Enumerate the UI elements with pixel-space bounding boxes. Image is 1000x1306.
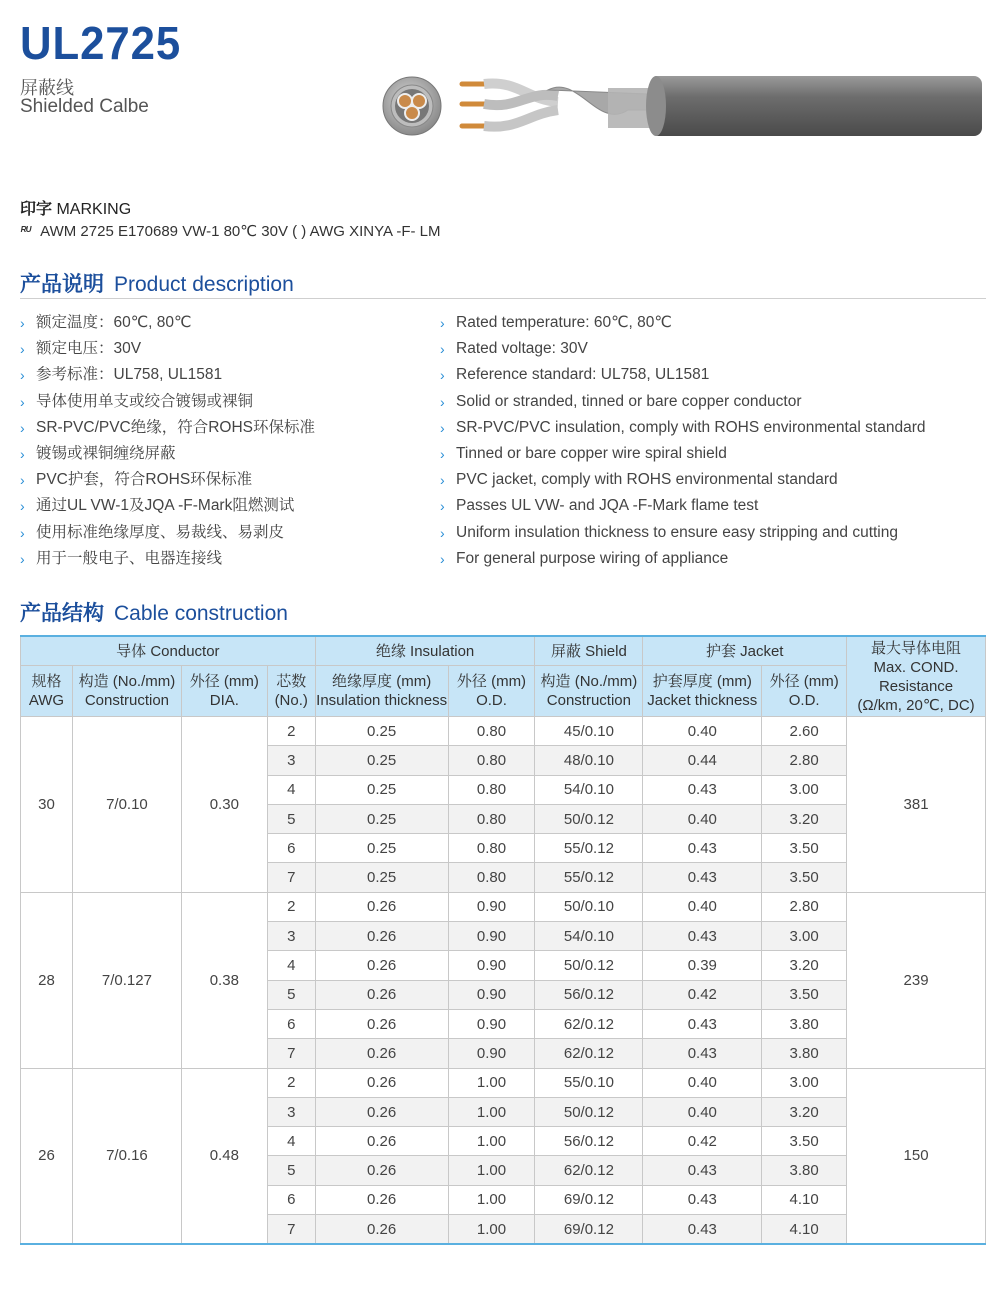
sub-header-cell [643,666,762,717]
insulation-thickness-cell: 0.26 [315,1185,448,1214]
marking-title [20,196,131,219]
conductor-dia-cell: 0.48 [181,1068,267,1244]
description-item [20,520,315,546]
header-conductor: 导体 Conductor [21,636,316,666]
insulation-od-cell: 0.80 [448,717,535,746]
insulation-thickness-cell: 0.25 [315,775,448,804]
description-item-text: 通过UL VW-1及JQA -F-Mark阻燃测试 [36,497,295,515]
conductor-construction-cell: 7/0.127 [72,892,181,1068]
description-list-cn [20,310,315,572]
header-insulation: 绝缘 Insulation [315,636,535,666]
cores-cell: 5 [267,1156,315,1185]
table-row [21,1068,986,1097]
cores-cell: 3 [267,922,315,951]
insulation-od-cell: 0.80 [448,834,535,863]
jacket-thickness-cell: 0.43 [643,834,762,863]
insulation-od-cell: 0.80 [448,775,535,804]
header-resistance-en1: Max. COND. [873,658,959,676]
jacket-od-cell: 3.80 [762,1009,847,1038]
description-item-text: Passes UL VW- and JQA -F-Mark flame test [456,497,759,515]
shield-construction-cell: 50/0.12 [535,951,643,980]
description-item-text: PVC jacket, comply with ROHS environmental standard [456,471,838,489]
description-item [440,336,926,362]
insulation-od-cell: 1.00 [448,1127,535,1156]
insulation-thickness-cell: 0.26 [315,892,448,921]
chevron-right-icon: › [20,524,25,541]
header-resistance-cn: 最大导体电阻 [871,639,962,657]
sub-header-cell [72,666,181,717]
construction-title-cn: 产品结构 [20,602,104,625]
cores-cell: 4 [267,1127,315,1156]
shield-construction-cell: 55/0.10 [535,1068,643,1097]
description-title [20,268,294,298]
insulation-od-cell: 1.00 [448,1185,535,1214]
header-resistance [847,636,986,717]
insulation-od-cell: 0.80 [448,863,535,892]
marking-title-cn: 印字 [20,201,53,218]
description-item [440,441,926,467]
jacket-thickness-cell: 0.43 [643,775,762,804]
shield-construction-cell: 50/0.10 [535,892,643,921]
sub-header-cn: 外径 (mm) [456,673,527,690]
insulation-thickness-cell: 0.26 [315,1068,448,1097]
sub-header-cell [267,666,315,717]
description-item [440,389,926,415]
cores-cell: 5 [267,980,315,1009]
jacket-od-cell: 3.00 [762,1068,847,1097]
insulation-od-cell: 0.90 [448,922,535,951]
section-divider [20,298,986,299]
subtitle-en: Shielded Calbe [20,96,149,117]
description-item [20,467,315,493]
conductor-construction-cell: 7/0.16 [72,1068,181,1244]
cores-cell: 3 [267,1097,315,1126]
resistance-cell: 150 [847,1068,986,1244]
insulation-od-cell: 1.00 [448,1215,535,1245]
cores-cell: 2 [267,892,315,921]
shield-construction-cell: 62/0.12 [535,1009,643,1038]
description-item [440,362,926,388]
description-item-text: Rated voltage: 30V [456,340,588,358]
shield-construction-cell: 69/0.12 [535,1185,643,1214]
table-sub-header-row [21,666,986,717]
description-item [440,520,926,546]
chevron-right-icon: › [20,419,25,436]
shield-construction-cell: 62/0.12 [535,1156,643,1185]
jacket-od-cell: 3.20 [762,804,847,833]
description-title-cn: 产品说明 [20,273,104,296]
jacket-thickness-cell: 0.43 [643,1215,762,1245]
table-row [21,717,986,746]
awg-cell: 28 [21,892,73,1068]
description-item [20,362,315,388]
insulation-thickness-cell: 0.26 [315,951,448,980]
jacket-od-cell: 3.00 [762,775,847,804]
cores-cell: 6 [267,1009,315,1038]
description-item [440,467,926,493]
description-item-text: Tinned or bare copper wire spiral shield [456,445,727,463]
sub-header-en: Construction [546,692,631,709]
insulation-thickness-cell: 0.26 [315,1127,448,1156]
jacket-thickness-cell: 0.43 [643,922,762,951]
description-item [440,493,926,519]
chevron-right-icon: › [440,472,445,489]
chevron-right-icon: › [20,472,25,489]
ul-logo-icon: ᴿᵁ [20,224,31,238]
insulation-od-cell: 0.80 [448,746,535,775]
chevron-right-icon: › [440,315,445,332]
shield-construction-cell: 54/0.10 [535,922,643,951]
insulation-od-cell: 1.00 [448,1068,535,1097]
table-body [21,717,986,1245]
description-item [20,546,315,572]
chevron-right-icon: › [440,550,445,567]
insulation-od-cell: 0.80 [448,804,535,833]
description-item-text: 使用标准绝缘厚度、易裁线、易剥皮 [36,523,285,541]
cores-cell: 7 [267,1039,315,1068]
sub-header-cn: 外径 (mm) [189,673,259,690]
construction-title [20,597,288,627]
shield-construction-cell: 54/0.10 [535,775,643,804]
shield-construction-cell: 50/0.12 [535,1097,643,1126]
page-title: UL2725 [20,17,182,69]
description-item-text: 额定电压：30V [36,340,142,358]
table-group-header-row [21,636,986,666]
description-item-text: Rated temperature: 60℃, 80℃ [456,314,672,332]
sub-header-en: DIA. [209,692,239,709]
description-item [20,415,315,441]
description-item [20,310,315,336]
jacket-thickness-cell: 0.40 [643,892,762,921]
description-item-text: SR-PVC/PVC绝缘，符合ROHS环保标准 [36,418,316,436]
construction-table [20,635,986,1245]
chevron-right-icon: › [440,524,445,541]
description-item-text: PVC护套，符合ROHS环保标准 [36,471,253,489]
jacket-od-cell: 3.50 [762,980,847,1009]
shield-construction-cell: 56/0.12 [535,1127,643,1156]
chevron-right-icon: › [20,315,25,332]
jacket-od-cell: 3.20 [762,951,847,980]
description-item-text: Uniform insulation thickness to ensure easy stripping and cutting [456,523,898,541]
cores-cell: 2 [267,717,315,746]
insulation-thickness-cell: 0.26 [315,980,448,1009]
cores-cell: 7 [267,863,315,892]
description-item-text: 参考标准：UL758, UL1581 [36,366,223,384]
sub-header-en: Construction [84,692,170,709]
jacket-thickness-cell: 0.40 [643,717,762,746]
shield-construction-cell: 50/0.12 [535,804,643,833]
insulation-thickness-cell: 0.26 [315,1215,448,1245]
sub-header-cn: 构造 (No./mm) [540,673,638,690]
sub-header-en: AWG [28,692,65,709]
sub-header-en: (No.) [274,692,308,709]
insulation-thickness-cell: 0.26 [315,1156,448,1185]
description-item-text: 镀锡或裸铜缠绕屏蔽 [36,445,176,463]
chevron-right-icon: › [440,367,445,384]
chevron-right-icon: › [440,446,445,463]
description-title-en: Product description [114,273,294,296]
insulation-od-cell: 1.00 [448,1097,535,1126]
sub-header-cell [762,666,847,717]
jacket-thickness-cell: 0.43 [643,1156,762,1185]
sub-header-cn: 芯数 [276,673,307,690]
insulation-thickness-cell: 0.25 [315,863,448,892]
jacket-od-cell: 3.80 [762,1156,847,1185]
resistance-cell: 239 [847,892,986,1068]
chevron-right-icon: › [20,393,25,410]
sub-header-cn: 外径 (mm) [769,673,839,690]
sub-header-en: Insulation thickness [316,692,448,709]
sub-header-cell [315,666,448,717]
jacket-od-cell: 2.60 [762,717,847,746]
chevron-right-icon: › [20,498,25,515]
cores-cell: 3 [267,746,315,775]
cores-cell: 4 [267,775,315,804]
description-item [440,415,926,441]
insulation-od-cell: 0.90 [448,951,535,980]
description-item-text: SR-PVC/PVC insulation, comply with ROHS environmental standard [456,418,926,436]
chevron-right-icon: › [20,341,25,358]
insulation-thickness-cell: 0.25 [315,804,448,833]
sub-header-cn: 规格 [31,673,62,690]
jacket-thickness-cell: 0.43 [643,1185,762,1214]
description-item-text: For general purpose wiring of appliance [456,549,729,567]
resistance-cell: 381 [847,717,986,893]
jacket-thickness-cell: 0.39 [643,951,762,980]
cable-illustration-icon [378,70,990,146]
header-resistance-en3: (Ω/km, 20℃, DC) [857,696,975,714]
cable-cross-section-icon [383,77,441,135]
shield-construction-cell: 56/0.12 [535,980,643,1009]
shield-construction-cell: 55/0.12 [535,863,643,892]
insulation-thickness-cell: 0.25 [315,717,448,746]
chevron-right-icon: › [20,367,25,384]
chevron-right-icon: › [440,341,445,358]
jacket-od-cell: 2.80 [762,746,847,775]
description-item [20,441,315,467]
shield-construction-cell: 62/0.12 [535,1039,643,1068]
awg-cell: 26 [21,1068,73,1244]
marking-text: AWM 2725 E170689 VW-1 80℃ 30V ( ) AWG XINYA -F- LM [40,223,441,240]
jacket-thickness-cell: 0.43 [643,1009,762,1038]
cores-cell: 7 [267,1215,315,1245]
insulation-od-cell: 0.90 [448,1039,535,1068]
cores-cell: 6 [267,834,315,863]
jacket-thickness-cell: 0.40 [643,804,762,833]
insulation-thickness-cell: 0.26 [315,1009,448,1038]
insulation-thickness-cell: 0.26 [315,1097,448,1126]
marking-line [20,222,440,240]
jacket-od-cell: 3.50 [762,863,847,892]
conductor-dia-cell: 0.30 [181,717,267,893]
jacket-thickness-cell: 0.40 [643,1097,762,1126]
insulation-od-cell: 0.90 [448,892,535,921]
cores-cell: 2 [267,1068,315,1097]
chevron-right-icon: › [440,419,445,436]
sub-header-en: O.D. [476,692,507,709]
jacket-od-cell: 3.80 [762,1039,847,1068]
insulation-thickness-cell: 0.26 [315,922,448,951]
chevron-right-icon: › [20,446,25,463]
insulation-od-cell: 0.90 [448,1009,535,1038]
awg-cell: 30 [21,717,73,893]
subtitle-cn: 屏蔽线 [20,78,74,98]
sub-header-cell [21,666,73,717]
sub-header-en: Jacket thickness [647,692,758,709]
description-item [20,493,315,519]
insulation-od-cell: 1.00 [448,1156,535,1185]
insulation-od-cell: 0.90 [448,980,535,1009]
conductor-dia-cell: 0.38 [181,892,267,1068]
description-item-text: 额定温度：60℃, 80℃ [36,314,192,332]
insulation-thickness-cell: 0.25 [315,746,448,775]
jacket-od-cell: 4.10 [762,1215,847,1245]
cores-cell: 4 [267,951,315,980]
sub-header-en: O.D. [788,692,820,709]
sub-header-cell [535,666,643,717]
sub-header-cn: 构造 (No./mm) [78,673,176,690]
conductor-construction-cell: 7/0.10 [72,717,181,893]
sub-header-cell [181,666,267,717]
shield-construction-cell: 69/0.12 [535,1215,643,1245]
jacket-thickness-cell: 0.43 [643,1039,762,1068]
table-row [21,892,986,921]
chevron-right-icon: › [440,498,445,515]
chevron-right-icon: › [440,393,445,410]
jacket-od-cell: 3.50 [762,1127,847,1156]
jacket-thickness-cell: 0.42 [643,980,762,1009]
shield-construction-cell: 55/0.12 [535,834,643,863]
jacket-od-cell: 3.00 [762,922,847,951]
jacket-od-cell: 2.80 [762,892,847,921]
jacket-thickness-cell: 0.43 [643,863,762,892]
shield-construction-cell: 45/0.10 [535,717,643,746]
description-item [20,336,315,362]
description-item-text: Solid or stranded, tinned or bare copper conductor [456,392,802,410]
chevron-right-icon: › [20,550,25,567]
shield-construction-cell: 48/0.10 [535,746,643,775]
jacket-od-cell: 3.50 [762,834,847,863]
description-item-text: 用于一般电子、电器连接线 [36,549,223,567]
header-jacket: 护套 Jacket [643,636,847,666]
description-item [20,389,315,415]
sub-header-cn: 护套厚度 (mm) [652,673,752,690]
description-item [440,546,926,572]
cores-cell: 5 [267,804,315,833]
construction-title-en: Cable construction [114,602,288,625]
insulation-thickness-cell: 0.25 [315,834,448,863]
description-list-en [440,310,926,572]
description-item-text: Reference standard: UL758, UL1581 [456,366,710,384]
header-resistance-en2: Resistance [878,677,954,695]
jacket-thickness-cell: 0.40 [643,1068,762,1097]
insulation-thickness-cell: 0.26 [315,1039,448,1068]
jacket-thickness-cell: 0.44 [643,746,762,775]
jacket-od-cell: 3.20 [762,1097,847,1126]
sub-header-cn: 绝缘厚度 (mm) [332,673,432,690]
sub-header-cell [448,666,535,717]
description-item [440,310,926,336]
jacket-thickness-cell: 0.42 [643,1127,762,1156]
header-shield: 屏蔽 Shield [535,636,643,666]
marking-title-en: MARKING [56,201,132,218]
cores-cell: 6 [267,1185,315,1214]
description-item-text: 导体使用单支或绞合镀锡或裸铜 [36,392,254,410]
jacket-od-cell: 4.10 [762,1185,847,1214]
